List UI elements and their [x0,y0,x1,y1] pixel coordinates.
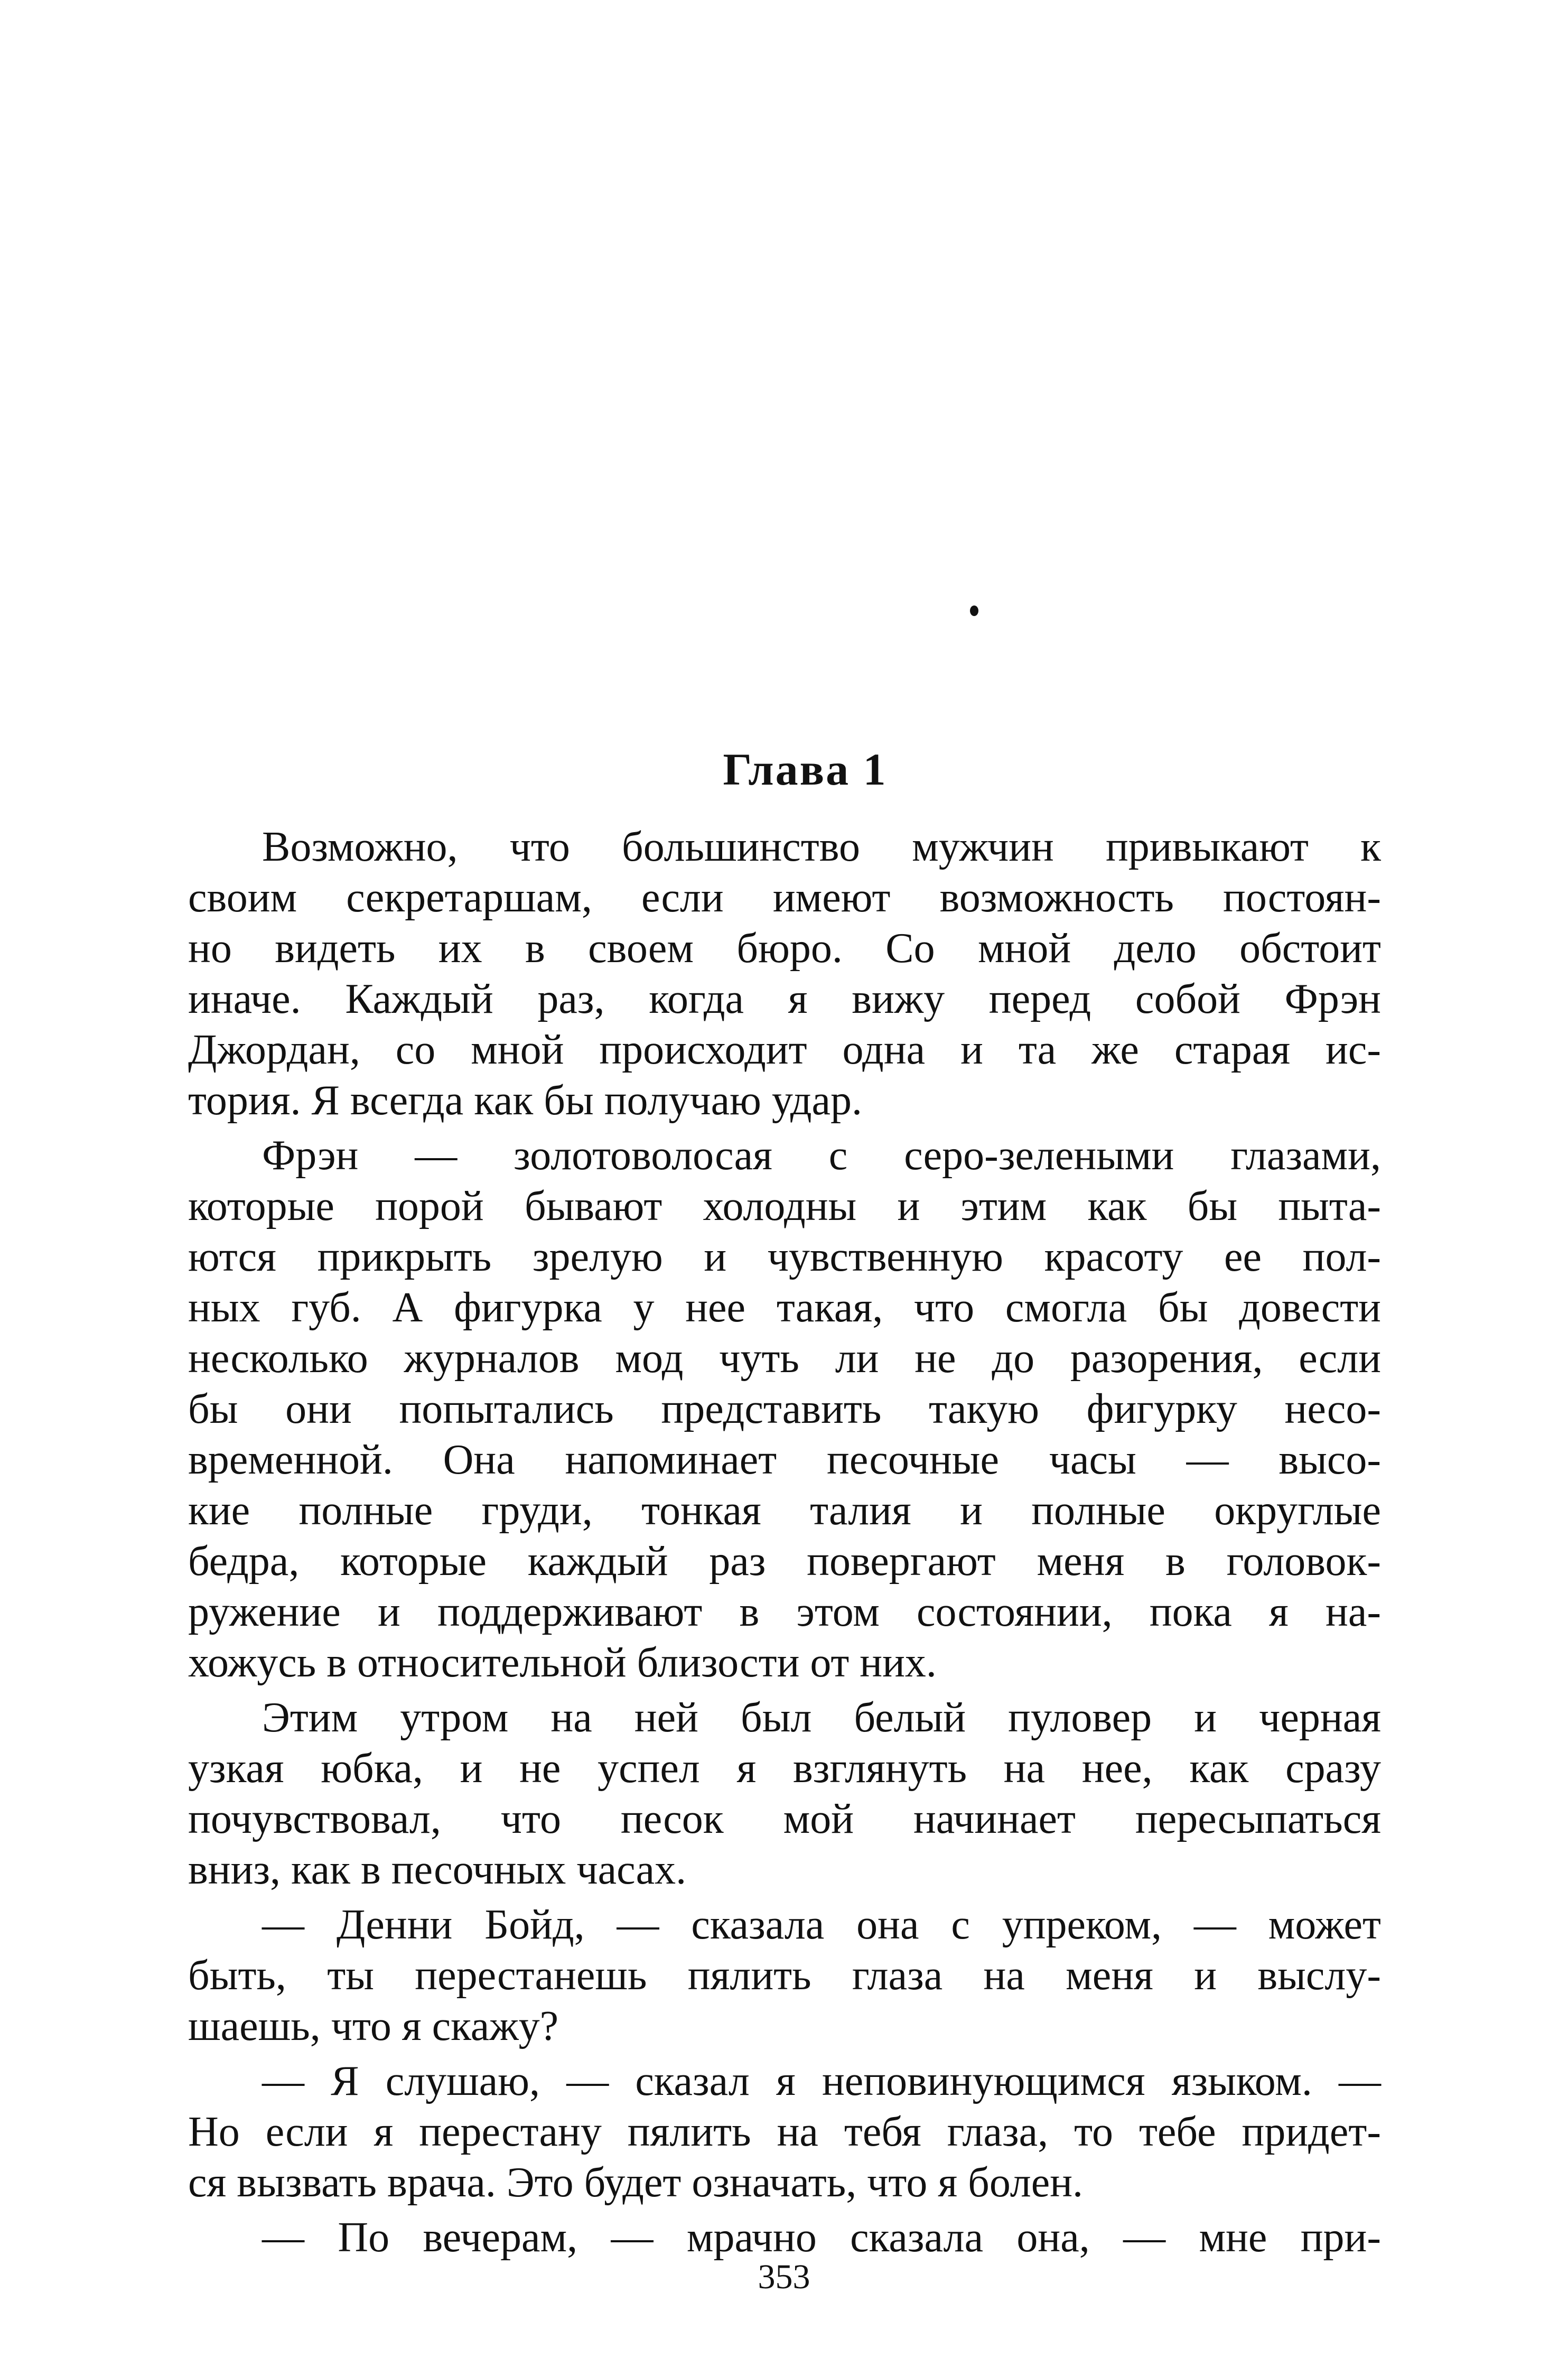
text-line: — Я слушаю, — сказал я неповинующимся языком. — [262,2058,1381,2104]
paragraph-2 [188,1130,1381,1688]
text-line: бы они попытались представить такую фигурку несо- [188,1386,1381,1432]
text-line: временной. Она напоминает песочные часы — высо- [188,1437,1381,1483]
text-line: узкая юбка, и не успел я взглянуть на нее, как сразу [188,1745,1381,1792]
paragraph-4 [188,1899,1381,2052]
chapter-title: Глава 1 [723,744,888,795]
stray-dot-mark [970,605,978,616]
text-line: Возможно, что большинство мужчин привыкают к [262,824,1381,870]
paragraph-5 [188,2056,1381,2208]
text-line: — По вечерам, — мрачно сказала она, — мне при- [262,2214,1381,2261]
paragraph-3 [188,1692,1381,1895]
text-line: ных губ. А фигурка у нее такая, что смогла бы довести [188,1284,1381,1331]
text-line: своим секретаршам, если имеют возможность постоян- [188,874,1381,921]
text-line: ружение и поддерживают в этом состоянии, пока я на- [188,1589,1381,1635]
text-line: Этим утром на ней был белый пуловер и черная [262,1694,1381,1741]
body-text [188,822,1381,2267]
text-line: Джордан, со мной происходит одна и та же старая ис- [188,1027,1381,1073]
text-line: несколько журналов мод чуть ли не до разорения, если [188,1335,1381,1382]
page-number: 353 [758,2258,810,2296]
text-line: тория. Я всегда как бы получаю удар. [188,1077,863,1124]
paragraph-1 [188,822,1381,1126]
text-line: хожусь в относительной близости от них. [188,1639,937,1686]
text-line: но видеть их в своем бюро. Со мной дело обстоит [188,925,1381,972]
text-line: — Денни Бойд, — сказала она с упреком, — может [262,1902,1381,1948]
text-line: которые порой бывают холодны и этим как бы пыта- [188,1183,1381,1229]
text-line: кие полные груди, тонкая талия и полные округлые [188,1487,1381,1534]
text-line: почувствовал, что песок мой начинает пересыпаться [188,1796,1381,1842]
text-line: Фрэн — золотоволосая с серо-зелеными глазами, [262,1132,1381,1179]
text-line: быть, ты перестанешь пялить глаза на меня и выслу- [188,1952,1381,1999]
text-line: иначе. Каждый раз, когда я вижу перед собой Фрэн [188,976,1381,1022]
text-line: ся вызвать врача. Это будет означать, что я болен. [188,2159,1084,2206]
text-line: ются прикрыть зрелую и чувственную красоту ее пол- [188,1234,1381,1280]
text-line: Но если я перестану пялить на тебя глаза, то тебе придет- [188,2109,1381,2155]
text-line: шаешь, что я скажу? [188,2003,559,2049]
text-line: бедра, которые каждый раз повергают меня в головок- [188,1538,1381,1585]
text-line: вниз, как в песочных часах. [188,1847,687,1893]
